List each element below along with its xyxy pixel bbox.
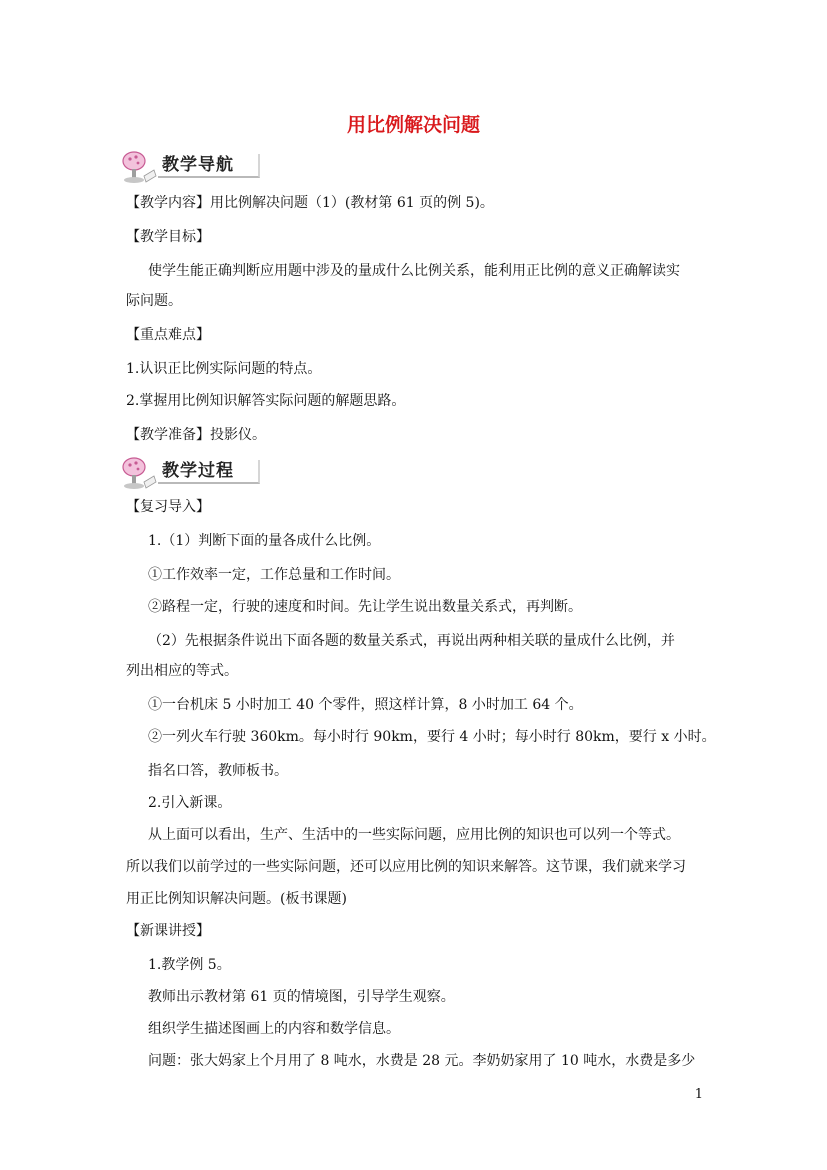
text-line: 教师出示教材第 61 页的情境图，引导学生观察。 (148, 989, 455, 1005)
text-line: 【复习导入】 (126, 499, 210, 515)
text-line: 【重点难点】 (126, 327, 210, 343)
text-line: 【教学内容】用比例解决问题（1）(教材第 61 页的例 5)。 (126, 195, 494, 211)
text-line: 组织学生描述图画上的内容和数学信息。 (148, 1021, 400, 1037)
text-line: 1.认识正比例实际问题的特点。 (126, 361, 322, 377)
text-line: ①一台机床 5 小时加工 40 个零件，照这样计算，8 小时加工 64 个。 (148, 697, 583, 713)
text-line: 用正比例知识解决问题。(板书课题) (126, 891, 347, 907)
text-line: 问题：张大妈家上个月用了 8 吨水，水费是 28 元。李奶奶家用了 10 吨水，水费是多少 (148, 1053, 696, 1069)
text-line: 【教学目标】 (126, 229, 210, 245)
lamp-icon (118, 452, 158, 492)
section-label-guide: 教学导航 (158, 154, 260, 178)
text-line: 指名口答，教师板书。 (148, 763, 288, 779)
page-number: 1 (694, 1087, 703, 1102)
section-badge-guide (118, 146, 258, 186)
text-line: 所以我们以前学过的一些实际问题，还可以应用比例的知识来解答。这节课，我们就来学习 (126, 859, 686, 875)
text-line: （2）先根据条件说出下面各题的数量关系式，再说出两种相关联的量成什么比例，并 (148, 633, 675, 649)
text-line: 【教学准备】投影仪。 (126, 427, 266, 443)
text-line: 列出相应的等式。 (126, 663, 238, 679)
text-line: 【新课讲授】 (126, 923, 210, 939)
text-line: 2.引入新课。 (148, 795, 232, 811)
lamp-icon (118, 146, 158, 186)
text-line: 际问题。 (126, 293, 182, 309)
text-line: ①工作效率一定，工作总量和工作时间。 (148, 567, 400, 583)
document-title: 用比例解决问题 (346, 114, 480, 136)
text-line: 1.（1）判断下面的量各成什么比例。 (148, 533, 381, 549)
section-label-process: 教学过程 (158, 460, 260, 484)
text-line: 2.掌握用比例知识解答实际问题的解题思路。 (126, 393, 406, 409)
section-badge-process (118, 452, 258, 492)
text-line: 1.教学例 5。 (148, 957, 231, 973)
text-line: 使学生能正确判断应用题中涉及的量成什么比例关系，能利用正比例的意义正确解读实 (148, 263, 680, 279)
text-line: ②一列火车行驶 360km。每小时行 90km，要行 4 小时；每小时行 80km，要行 x 小时。 (148, 729, 716, 745)
text-line: ②路程一定，行驶的速度和时间。先让学生说出数量关系式，再判断。 (148, 599, 582, 615)
text-line: 从上面可以看出，生产、生活中的一些实际问题，应用比例的知识也可以列一个等式。 (148, 827, 680, 843)
